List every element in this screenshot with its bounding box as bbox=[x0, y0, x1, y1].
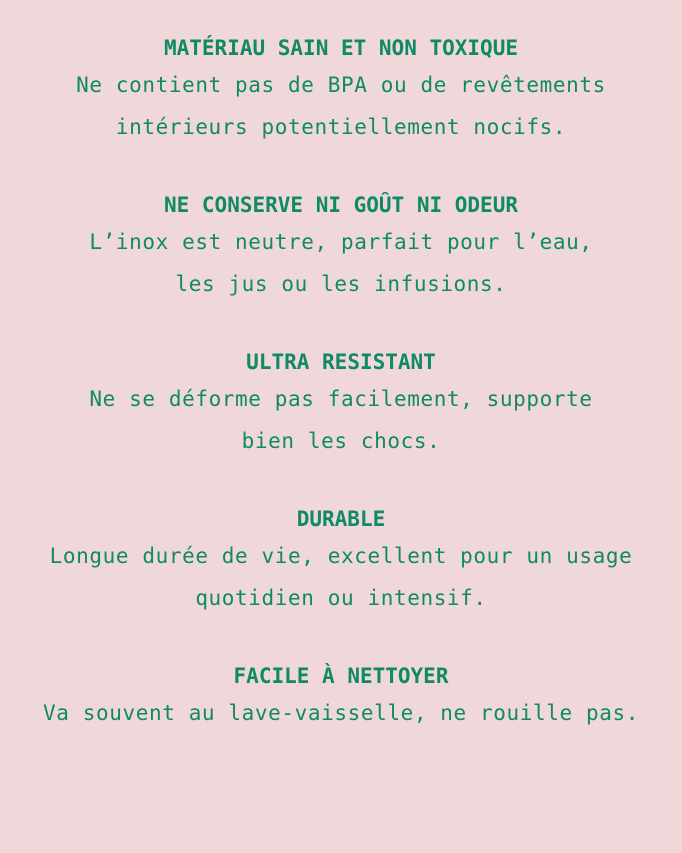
feature-description-line: intérieurs potentiellement nocifs. bbox=[115, 115, 567, 139]
feature-durable bbox=[0, 503, 682, 619]
feature-description-line: L’inox est neutre, parfait pour l’eau, bbox=[89, 230, 593, 254]
feature-description-line: Ne se déforme pas facilement, supporte bbox=[89, 387, 593, 411]
feature-ultra-resistant bbox=[0, 346, 682, 462]
feature-title: ULTRA RESISTANT bbox=[246, 350, 436, 374]
feature-no-taste-odor bbox=[0, 189, 682, 305]
feature-description-line: Longue durée de vie, excellent pour un usage bbox=[49, 544, 633, 568]
feature-description-line: bien les chocs. bbox=[241, 429, 441, 453]
feature-description-line: Ne contient pas de BPA ou de revêtements bbox=[76, 73, 606, 97]
feature-title: DURABLE bbox=[296, 507, 386, 531]
feature-title: NE CONSERVE NI GOÛT NI ODEUR bbox=[163, 193, 518, 217]
feature-description-line: Va souvent au lave-vaisselle, ne rouille pas. bbox=[43, 701, 639, 725]
feature-description-line: les jus ou les infusions. bbox=[175, 272, 507, 296]
feature-easy-clean bbox=[0, 660, 682, 734]
feature-description-line: quotidien ou intensif. bbox=[195, 586, 487, 610]
feature-title: FACILE À NETTOYER bbox=[233, 664, 449, 688]
feature-healthy-material bbox=[0, 32, 682, 148]
feature-title: MATÉRIAU SAIN ET NON TOXIQUE bbox=[163, 36, 518, 60]
